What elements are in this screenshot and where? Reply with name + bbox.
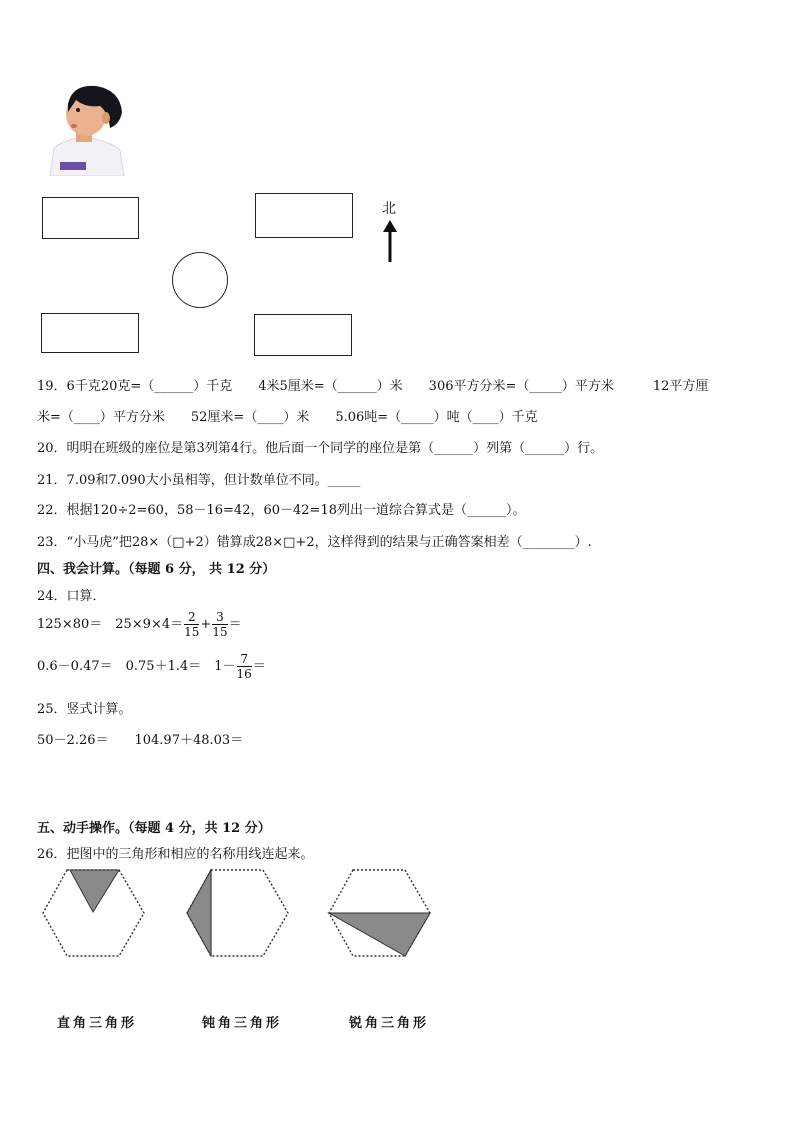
hexagon-right-triangle xyxy=(40,866,148,960)
q24-row1-text: 125×80＝ 25×9×4＝ xyxy=(37,617,184,632)
q24-fraction-2 xyxy=(212,610,227,639)
q24-row2-eq: ＝ xyxy=(252,659,266,674)
section4-title: 四、我会计算。（每题 6 分， 共 12 分） xyxy=(37,562,276,577)
q24-row2 xyxy=(37,652,266,681)
q19-line2: 米=（____）平方分米 52厘米=（____）米 5.06吨=（_____）吨（____）千克 xyxy=(37,410,538,425)
q24-frac1-denominator: 15 xyxy=(184,625,200,639)
shaded-triangle-1 xyxy=(70,870,119,912)
north-arrow-icon xyxy=(381,220,399,262)
q19-line1: 19．6千克20克=（______）千克 4米5厘米=（______）米 306平方分米=（_____）平方米 12平方厘 xyxy=(37,379,709,394)
map-center-circle xyxy=(172,252,228,308)
north-label: 北 xyxy=(382,201,396,217)
q21-text: 21．7.09和7.090大小虽相等，但计数单位不同。_____ xyxy=(37,473,361,488)
map-box-bottom-right xyxy=(254,314,352,356)
section5-title: 五、动手操作。（每题 4 分，共 12 分） xyxy=(37,821,271,836)
map-box-top-left xyxy=(42,197,139,239)
q26-label: 26．把图中的三角形和相应的名称用线连起来。 xyxy=(37,847,314,862)
q22-text: 22．根据120÷2=60，58－16=42，60－42=18列出一道综合算式是（______）。 xyxy=(37,503,526,518)
q23-text: 23．“小马虎”把28×（□+2）错算成28×□+2，这样得到的结果与正确答案相差（________）. xyxy=(37,535,592,550)
q24-fraction-1 xyxy=(184,610,199,639)
caption-right-triangle: 直角三角形 xyxy=(57,1016,138,1031)
q20-text: 20．明明在班级的座位是第3列第4行。他后面一个同学的座位是第（______）列第（______）行。 xyxy=(37,441,604,456)
q24-row2-text: 0.6－0.47＝ 0.75＋1.4＝ 1－ xyxy=(37,659,236,674)
q24-plus: + xyxy=(200,617,212,632)
q25-problems: 50－2.26＝ 104.97＋48.03＝ xyxy=(37,733,244,748)
q24-label: 24．口算． xyxy=(37,589,106,604)
q24-fraction-3 xyxy=(237,652,252,681)
q24-row1-eq: ＝ xyxy=(228,617,242,632)
caption-acute-triangle: 锐角三角形 xyxy=(349,1016,430,1031)
hexagon-acute-triangle xyxy=(326,866,434,960)
q24-frac3-denominator: 16 xyxy=(236,667,252,681)
hexagon-obtuse-triangle xyxy=(184,866,292,960)
caption-obtuse-triangle: 钝角三角形 xyxy=(202,1016,283,1031)
shaded-triangle-2 xyxy=(187,870,211,956)
map-box-top-right xyxy=(255,193,353,238)
q24-frac1-numerator: 2 xyxy=(184,610,199,625)
map-box-bottom-left xyxy=(41,313,139,353)
q24-row1 xyxy=(37,610,242,639)
q24-frac2-numerator: 3 xyxy=(212,610,227,625)
shaded-triangle-3 xyxy=(329,913,430,956)
q24-frac2-denominator: 15 xyxy=(212,625,228,639)
q24-frac3-numerator: 7 xyxy=(237,652,252,667)
q25-label: 25．竖式计算。 xyxy=(37,702,132,717)
child-photo xyxy=(46,84,126,176)
